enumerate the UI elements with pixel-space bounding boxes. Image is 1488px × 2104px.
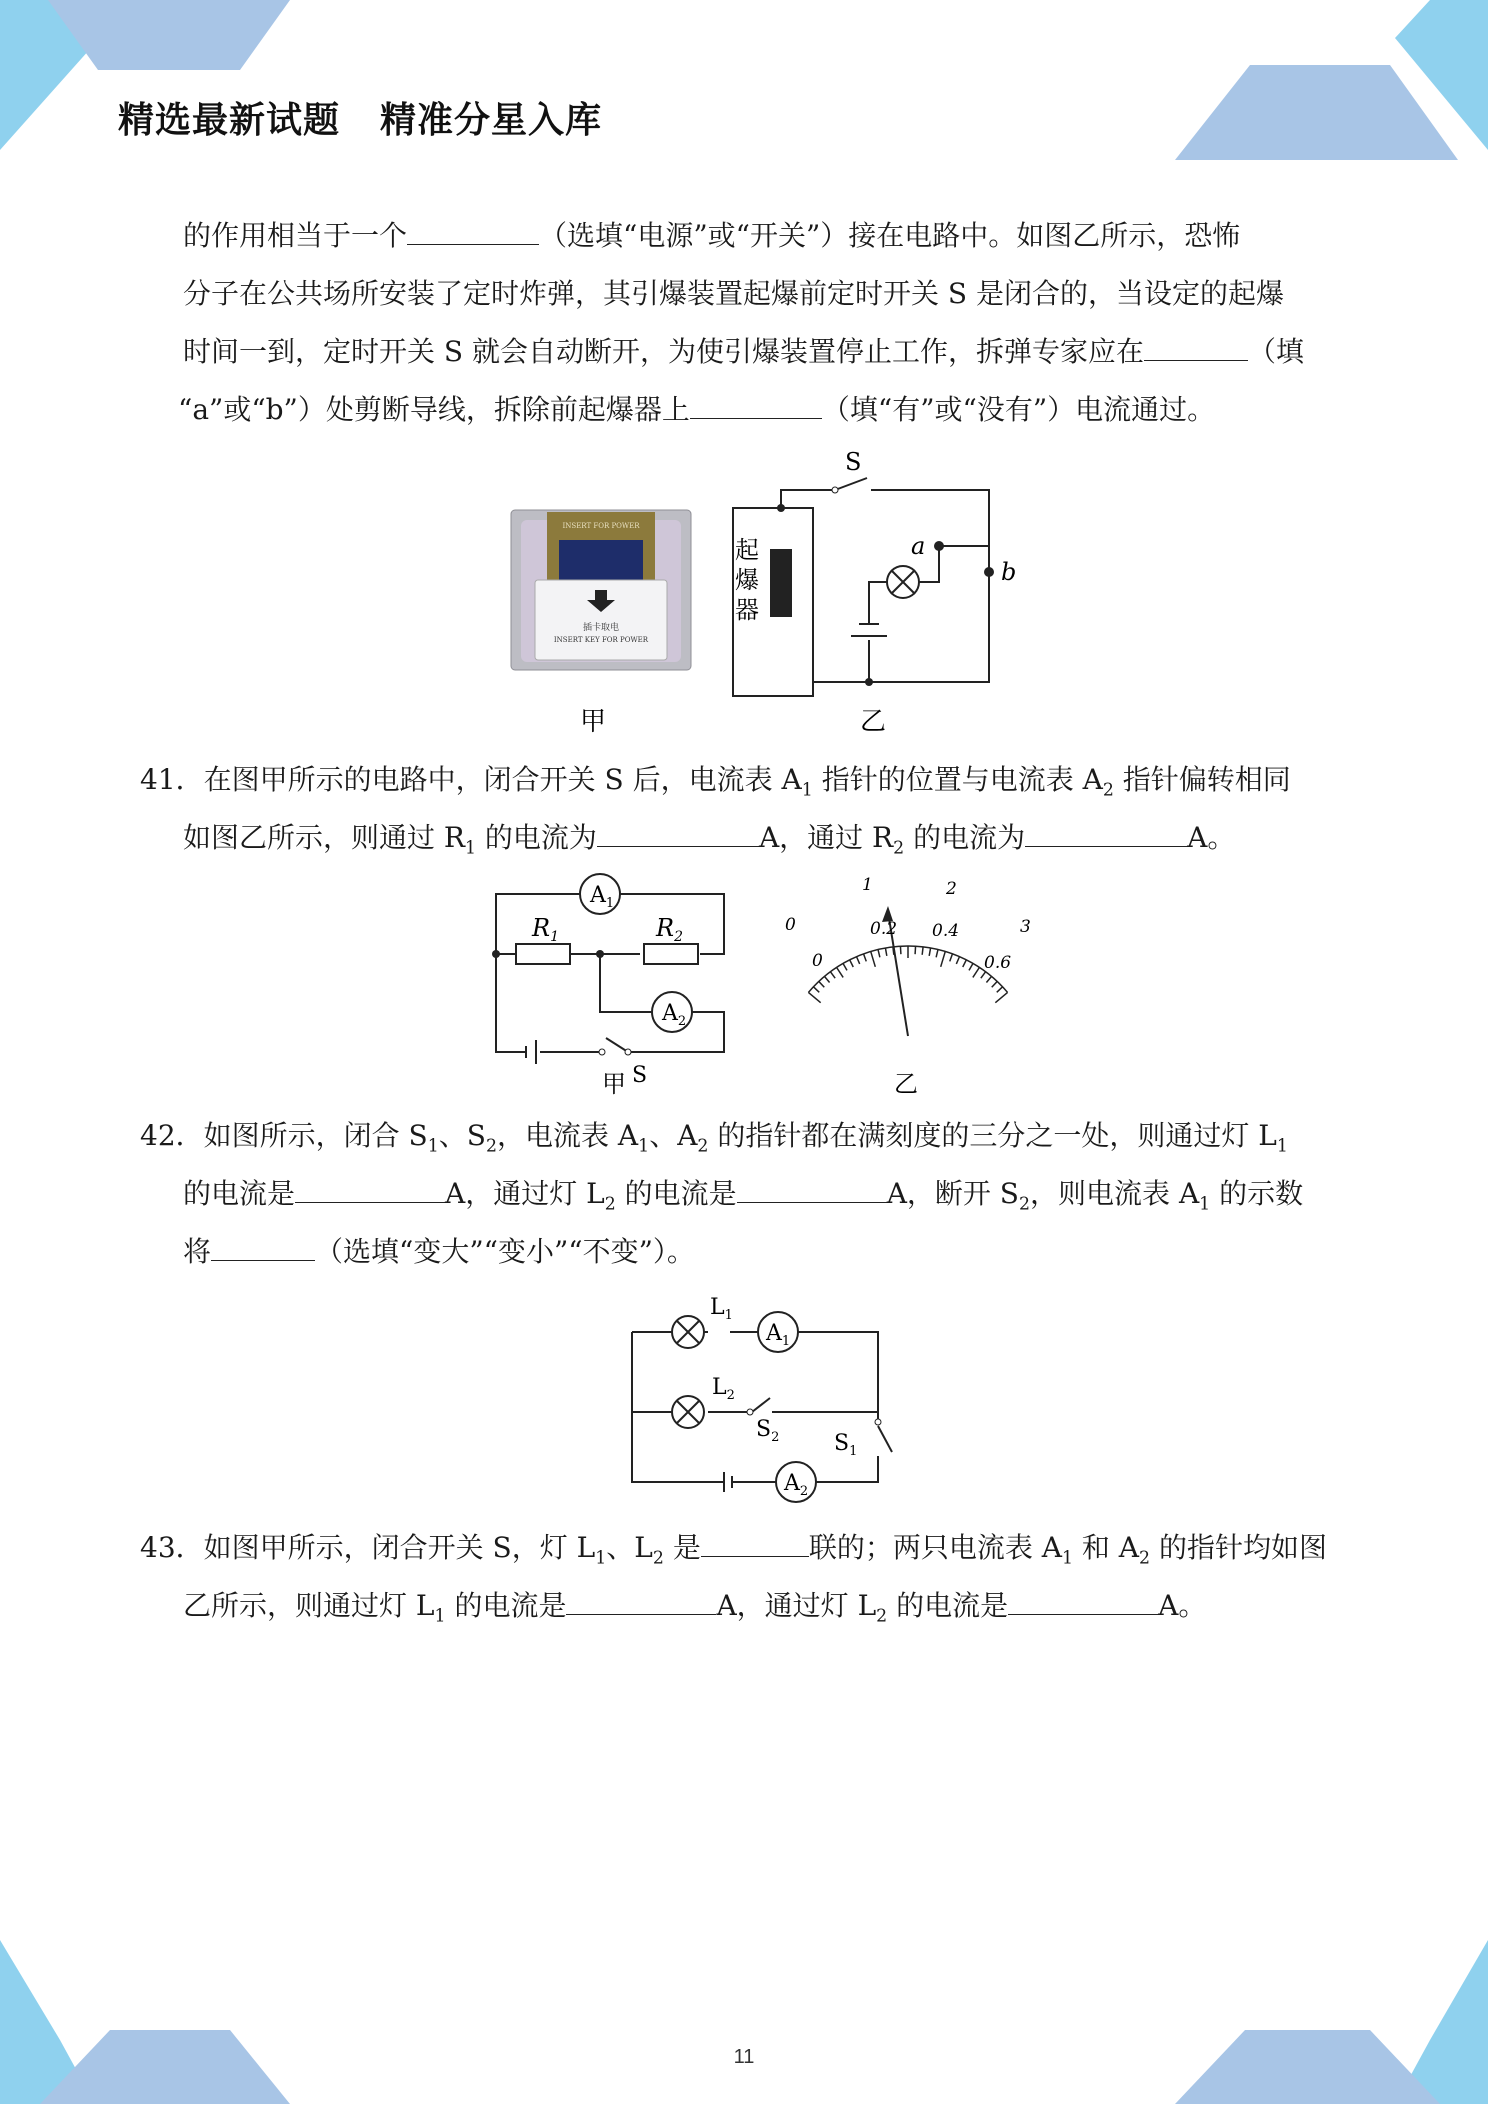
dial-tick	[995, 992, 1007, 1002]
subscript: 2	[604, 1194, 616, 1215]
dial-tick	[973, 967, 980, 977]
q40-figure	[505, 440, 1045, 740]
q42-text: A，断开 S	[886, 1177, 1019, 1210]
q40-text: （填“有”或“没有”）电流通过。	[821, 393, 1216, 426]
detonator-label: 起爆器	[735, 536, 759, 624]
header-title-part1: 精选最新试题	[118, 100, 341, 141]
scale-label: 3	[1020, 917, 1031, 937]
dial-tick	[929, 948, 930, 956]
dial-tick	[941, 951, 946, 966]
dial-tick	[963, 960, 967, 967]
scale-label: 0	[812, 951, 823, 971]
subscript: 1	[801, 780, 813, 801]
q42-text: 、A	[649, 1119, 698, 1152]
q43-text: 是	[663, 1531, 701, 1564]
answer-blank[interactable]	[211, 1232, 315, 1261]
q40-text: 的作用相当于一个	[183, 219, 408, 252]
scale-label: 0.4	[932, 921, 960, 941]
q40-line3	[183, 330, 1304, 370]
subscript: 2	[1019, 1194, 1031, 1215]
dial-tick	[878, 950, 880, 958]
dial-tick	[922, 947, 923, 955]
q40-text: “a”或“b”）处剪断导线，拆除前起爆器上	[178, 393, 690, 426]
answer-blank[interactable]	[1025, 818, 1187, 847]
scale-label: 0	[785, 915, 796, 935]
switch-s1-label: $S_1$	[834, 1431, 858, 1459]
q42-text: 将	[183, 1235, 212, 1268]
answer-blank[interactable]	[407, 216, 539, 245]
dial-tick	[864, 954, 867, 962]
resistor-r2-label: $R_2$	[656, 914, 683, 945]
point-b	[984, 567, 994, 577]
point-a-label: a	[911, 532, 926, 560]
q43-line1	[140, 1526, 1327, 1569]
card-text: INSERT FOR POWER	[562, 522, 640, 530]
figure-caption-left: 甲	[579, 707, 607, 737]
dial-tick	[830, 972, 835, 978]
q42-line2	[183, 1172, 1303, 1215]
q41-line2	[183, 816, 1235, 859]
point-b-label: b	[1001, 558, 1017, 586]
subscript: 2	[485, 1136, 498, 1157]
subscript: 1	[464, 838, 477, 859]
subscript: 2	[1139, 1548, 1151, 1569]
q43-text: A，通过灯 L	[716, 1589, 877, 1622]
ammeter-a1-label: $A_1$	[590, 883, 615, 911]
q43-text: 如图甲所示，闭合开关 S，灯 L	[203, 1531, 596, 1564]
dial-tick	[813, 987, 819, 992]
subscript: 1	[638, 1136, 650, 1157]
answer-blank[interactable]	[1144, 332, 1248, 361]
q43-text: 、L	[606, 1531, 653, 1564]
question-number: 42．	[140, 1119, 204, 1152]
answer-blank[interactable]	[690, 390, 822, 419]
scale-label: 0.6	[984, 953, 1012, 973]
subscript: 1	[427, 1136, 439, 1157]
dial-tick	[850, 960, 854, 967]
subscript: 2	[876, 1606, 888, 1627]
ammeter-a1-label: $A_1$	[766, 1321, 791, 1349]
q41-figure	[480, 866, 1060, 1100]
card-text: 插卡取电	[582, 623, 620, 633]
switch-label: S	[632, 1063, 648, 1088]
answer-blank[interactable]	[737, 1174, 887, 1203]
q40-text: （填	[1248, 335, 1305, 368]
q43-text: 和 A	[1073, 1531, 1140, 1564]
q40-line2	[183, 272, 1284, 312]
q41-text: 指针的位置与电流表 A	[812, 763, 1103, 796]
scale-label: 2	[946, 879, 957, 899]
lamp-l1-label: $L_1$	[710, 1295, 733, 1323]
page-number: 11	[733, 2046, 755, 2068]
q42-text: 的指针都在满刻度的三分之一处，则通过灯 L	[708, 1119, 1277, 1152]
dial-tick	[857, 957, 860, 964]
dial-tick	[885, 948, 886, 956]
answer-blank[interactable]	[566, 1586, 716, 1615]
answer-blank[interactable]	[1008, 1586, 1158, 1615]
dial-tick	[992, 981, 997, 987]
dial-tick	[871, 951, 876, 966]
q40-line1	[183, 214, 1240, 254]
q42-text: 如图所示，闭合 S	[203, 1119, 428, 1152]
ammeter-a2-label: $A_2$	[784, 1471, 809, 1499]
q43-text: A。	[1158, 1589, 1207, 1622]
answer-blank[interactable]	[295, 1174, 445, 1203]
switch-s2-label: $S_2$	[756, 1417, 780, 1445]
q43-text: 的电流是	[445, 1589, 567, 1622]
question-number: 43．	[140, 1531, 204, 1564]
q42-text: 的示数	[1210, 1177, 1304, 1210]
figure-caption-right: 乙	[859, 707, 887, 737]
dial-tick	[969, 963, 973, 970]
subscript: 1	[1199, 1194, 1211, 1215]
q42-text: 的电流是	[615, 1177, 737, 1210]
dial-tick	[824, 976, 829, 982]
header-title-part2: 精准分星入库	[380, 100, 603, 141]
q42-line3	[183, 1230, 695, 1270]
answer-blank[interactable]	[701, 1528, 809, 1557]
dial-tick	[808, 992, 820, 1002]
dial-tick	[997, 987, 1003, 992]
question-number: 41．	[140, 763, 204, 796]
subscript: 1	[1276, 1136, 1288, 1157]
subscript: 1	[1061, 1548, 1073, 1569]
q42-text: （选填“变大”“变小”“不变”）。	[315, 1235, 695, 1268]
dial-tick	[819, 981, 824, 987]
q43-text: 联的；两只电流表 A	[808, 1531, 1062, 1564]
detonator-circuit	[733, 478, 989, 696]
q41-text: 指针偏转相同	[1113, 763, 1291, 796]
q41-line1	[140, 758, 1291, 801]
scale-label: 1	[862, 875, 873, 895]
switch-label: S	[845, 448, 862, 476]
dial-tick	[986, 976, 991, 982]
subscript: 2	[652, 1548, 664, 1569]
figure-caption-right: 乙	[894, 1070, 918, 1098]
lamp-circuit	[632, 1312, 892, 1502]
q42-text: 的电流是	[183, 1177, 296, 1210]
q40-line4	[178, 388, 1215, 428]
dial-tick	[950, 954, 953, 962]
q41-text: 的电流为	[476, 821, 597, 854]
subscript: 1	[434, 1606, 446, 1627]
card-slot-photo	[511, 510, 691, 670]
q42-text: ，则电流表 A	[1030, 1177, 1200, 1210]
subscript: 2	[1102, 780, 1114, 801]
q41-text: 的电流为	[904, 821, 1026, 854]
dial-tick	[837, 967, 844, 977]
resistor-r1-label: $R_1$	[532, 914, 559, 945]
ammeter-a2-label: $A_2$	[662, 1001, 687, 1029]
q41-text: 在图甲所示的电路中，闭合开关 S 后，电流表 A	[203, 763, 802, 796]
scale-label: 0.2	[870, 919, 898, 939]
subscript: 1	[595, 1548, 607, 1569]
q42-text: ，电流表 A	[497, 1119, 639, 1152]
q40-text: 分子在公共场所安装了定时炸弹，其引爆装置起爆前定时开关 S 是闭合的，当设定的起爆	[183, 277, 1284, 310]
subscript: 2	[893, 838, 905, 859]
q43-text: 的指针均如图	[1150, 1531, 1327, 1564]
header-title	[118, 92, 602, 143]
answer-blank[interactable]	[597, 818, 759, 847]
dial-tick	[936, 950, 938, 958]
q42-figure	[620, 1286, 900, 1499]
point-a	[934, 541, 944, 551]
figure-caption-left: 甲	[602, 1070, 626, 1098]
q43-text: 乙所示，则通过灯 L	[183, 1589, 435, 1622]
subscript: 2	[697, 1136, 709, 1157]
q41-text: A。	[1187, 821, 1236, 854]
q42-line1	[140, 1114, 1288, 1157]
q40-text: 时间一到，定时开关 S 就会自动断开，为使引爆装置停止工作，拆弹专家应在	[183, 335, 1144, 368]
q43-line2	[183, 1584, 1206, 1627]
lamp-l2-label: $L_2$	[712, 1375, 735, 1403]
card-text: INSERT KEY FOR POWER	[553, 636, 649, 644]
q42-text: A，通过灯 L	[445, 1177, 605, 1210]
q41-text: 如图乙所示，则通过 R	[183, 821, 465, 854]
dial-tick	[843, 963, 847, 970]
q41-text: A，通过 R	[758, 821, 894, 854]
q40-text: （选填“电源”或“开关”）接在电路中。如图乙所示，恐怖	[539, 219, 1241, 252]
dial-tick	[956, 957, 959, 964]
ammeter-dial	[808, 946, 1007, 1003]
q43-text: 的电流是	[887, 1589, 1009, 1622]
q42-text: 、S	[438, 1119, 486, 1152]
